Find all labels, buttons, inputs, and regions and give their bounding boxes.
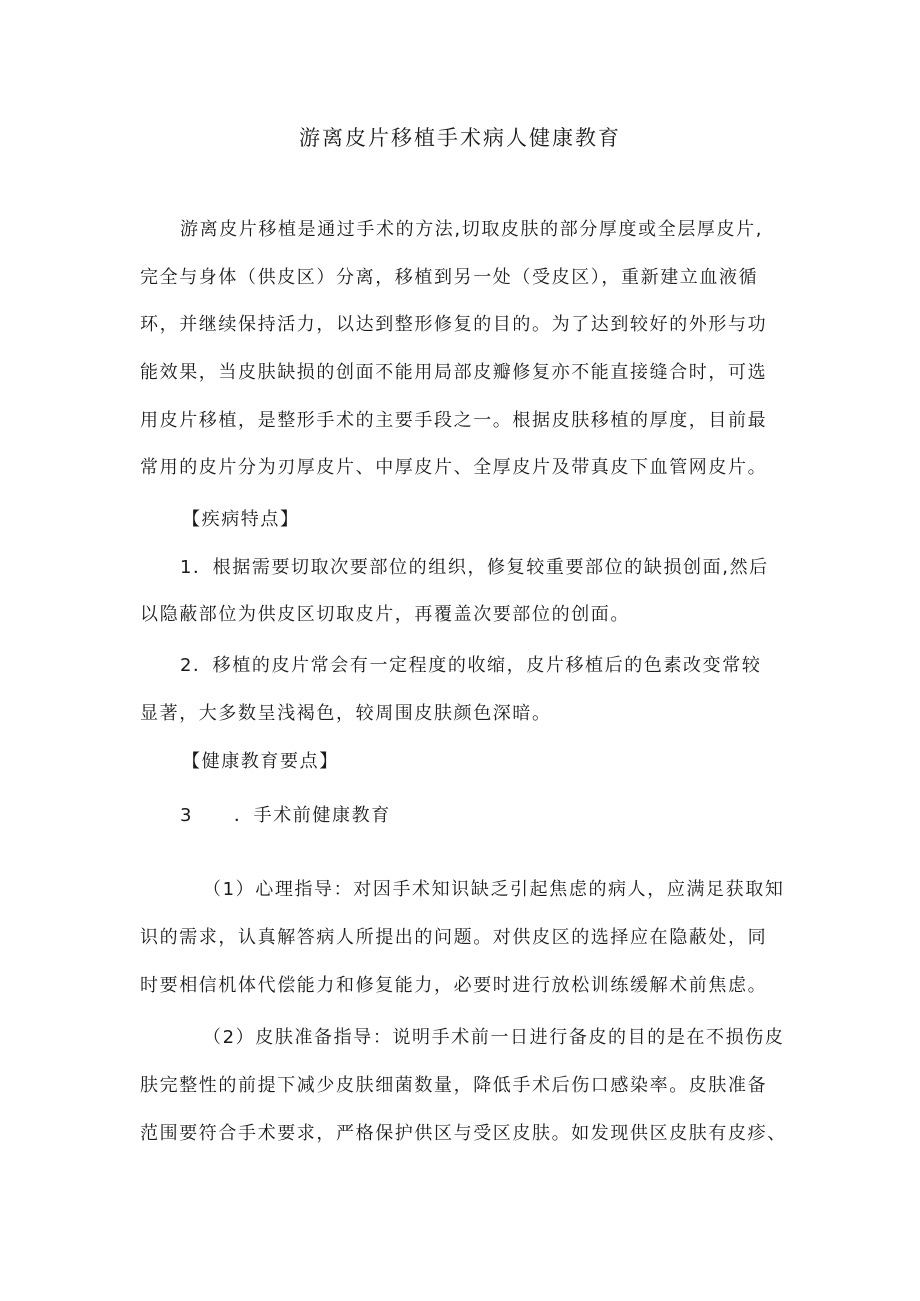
- sub-1-line: 时要相信机体代偿能力和修复能力，必要时进行放松训练缓解术前焦虑。: [140, 975, 768, 996]
- intro-line: 用皮片移植，是整形手术的主要手段之一。根据皮肤移植的厚度，目前最: [140, 410, 768, 431]
- sub-1-line: 识的需求，认真解答病人所提出的问题。对供皮区的选择应在隐蔽处，同: [140, 927, 768, 948]
- item-2-line: 显著，大多数呈浅褐色，较周围皮肤颜色深暗。: [140, 703, 552, 724]
- document-title: 游离皮片移植手术病人健康教育: [299, 126, 621, 150]
- intro-line: 游离皮片移植是通过手术的方法,切取皮肤的部分厚度或全层厚皮片,: [180, 219, 764, 240]
- item-3-number: 3: [180, 805, 192, 826]
- sub-2-line: （2）皮肤准备指导：说明手术前一日进行备皮的目的是在不损伤皮: [203, 1027, 785, 1048]
- item-1-line: 1．根据需要切取次要部位的组织，修复较重要部位的缺损创面,然后: [180, 557, 769, 578]
- section-heading-health-education: 【健康教育要点】: [182, 751, 339, 772]
- sub-2-line: 肤完整性的前提下减少皮肤细菌数量，降低手术后伤口感染率。皮肤准备: [140, 1075, 768, 1096]
- item-3-heading: ．手术前健康教育: [234, 805, 391, 826]
- item-1-line: 以隐蔽部位为供皮区切取皮片，再覆盖次要部位的创面。: [140, 604, 630, 625]
- item-2-line: 2．移植的皮片常会有一定程度的收缩，皮片移植后的色素改变常较: [180, 655, 762, 676]
- intro-line: 完全与身体（供皮区）分离，移植到另一处（受皮区），重新建立血液循: [140, 267, 759, 288]
- intro-line: 常用的皮片分为刃厚皮片、中厚皮片、全厚皮片及带真皮下血管网皮片。: [140, 457, 768, 478]
- section-heading-disease-features: 【疾病特点】: [182, 509, 300, 530]
- intro-line: 环，并继续保持活力，以达到整形修复的目的。为了达到较好的外形与功: [140, 314, 768, 335]
- sub-2-line: 范围要符合手术要求，严格保护供区与受区皮肤。如发现供区皮肤有皮疹、: [140, 1123, 787, 1144]
- intro-line: 能效果，当皮肤缺损的创面不能用局部皮瓣修复亦不能直接缝合时，可选: [140, 362, 768, 383]
- sub-1-line: （1）心理指导：对因手术知识缺乏引起焦虑的病人，应满足获取知: [203, 879, 785, 900]
